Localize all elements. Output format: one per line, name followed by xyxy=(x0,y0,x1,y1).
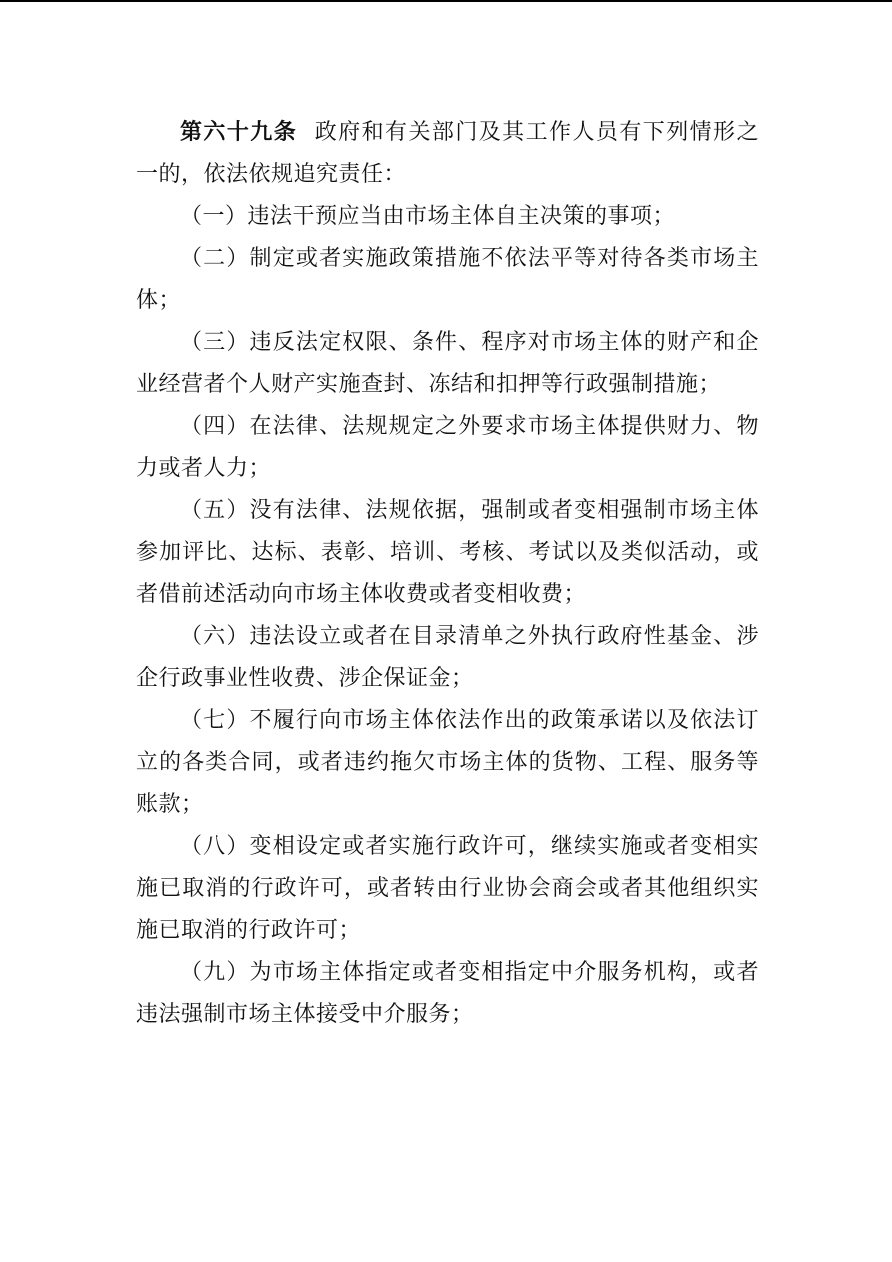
list-item-4: （四）在法律、法规规定之外要求市场主体提供财力、物力或者人力； xyxy=(136,414,759,481)
list-item-1: （一）违法干预应当由市场主体自主决策的事项； xyxy=(180,204,676,229)
list-item-9: （九）为市场主体指定或者变相指定中介服务机构，或者违法强制市场主体接受中介服务； xyxy=(136,960,759,1027)
document-body xyxy=(136,112,759,1036)
article-number: 第六十九条 xyxy=(180,120,298,145)
list-item-7: （七）不履行向市场主体依法作出的政策承诺以及依法订立的各类合同，或者违约拖欠市场主体的货物、工程、服务等账款； xyxy=(136,708,759,817)
list-item-6: （六）违法设立或者在目录清单之外执行政府性基金、涉企行政事业性收费、涉企保证金； xyxy=(136,624,759,691)
list-item-2: （二）制定或者实施政策措施不依法平等对待各类市场主体； xyxy=(136,246,759,313)
article-paragraph xyxy=(136,112,759,196)
article-intro: 政府和有关部门及其工作人员有下列情形之一的，依法依规追究责任： xyxy=(136,120,759,187)
top-border-line xyxy=(0,0,892,2)
list-item-8: （八）变相设定或者实施行政许可，继续实施或者变相实施已取消的行政许可，或者转由行业协会商会或者其他组织实施已取消的行政许可； xyxy=(136,834,759,943)
list-item-3: （三）违反法定权限、条件、程序对市场主体的财产和企业经营者个人财产实施查封、冻结和扣押等行政强制措施； xyxy=(136,330,759,397)
list-item-5: （五）没有法律、法规依据，强制或者变相强制市场主体参加评比、达标、表彰、培训、考核、考试以及类似活动，或者借前述活动向市场主体收费或者变相收费； xyxy=(136,498,759,607)
